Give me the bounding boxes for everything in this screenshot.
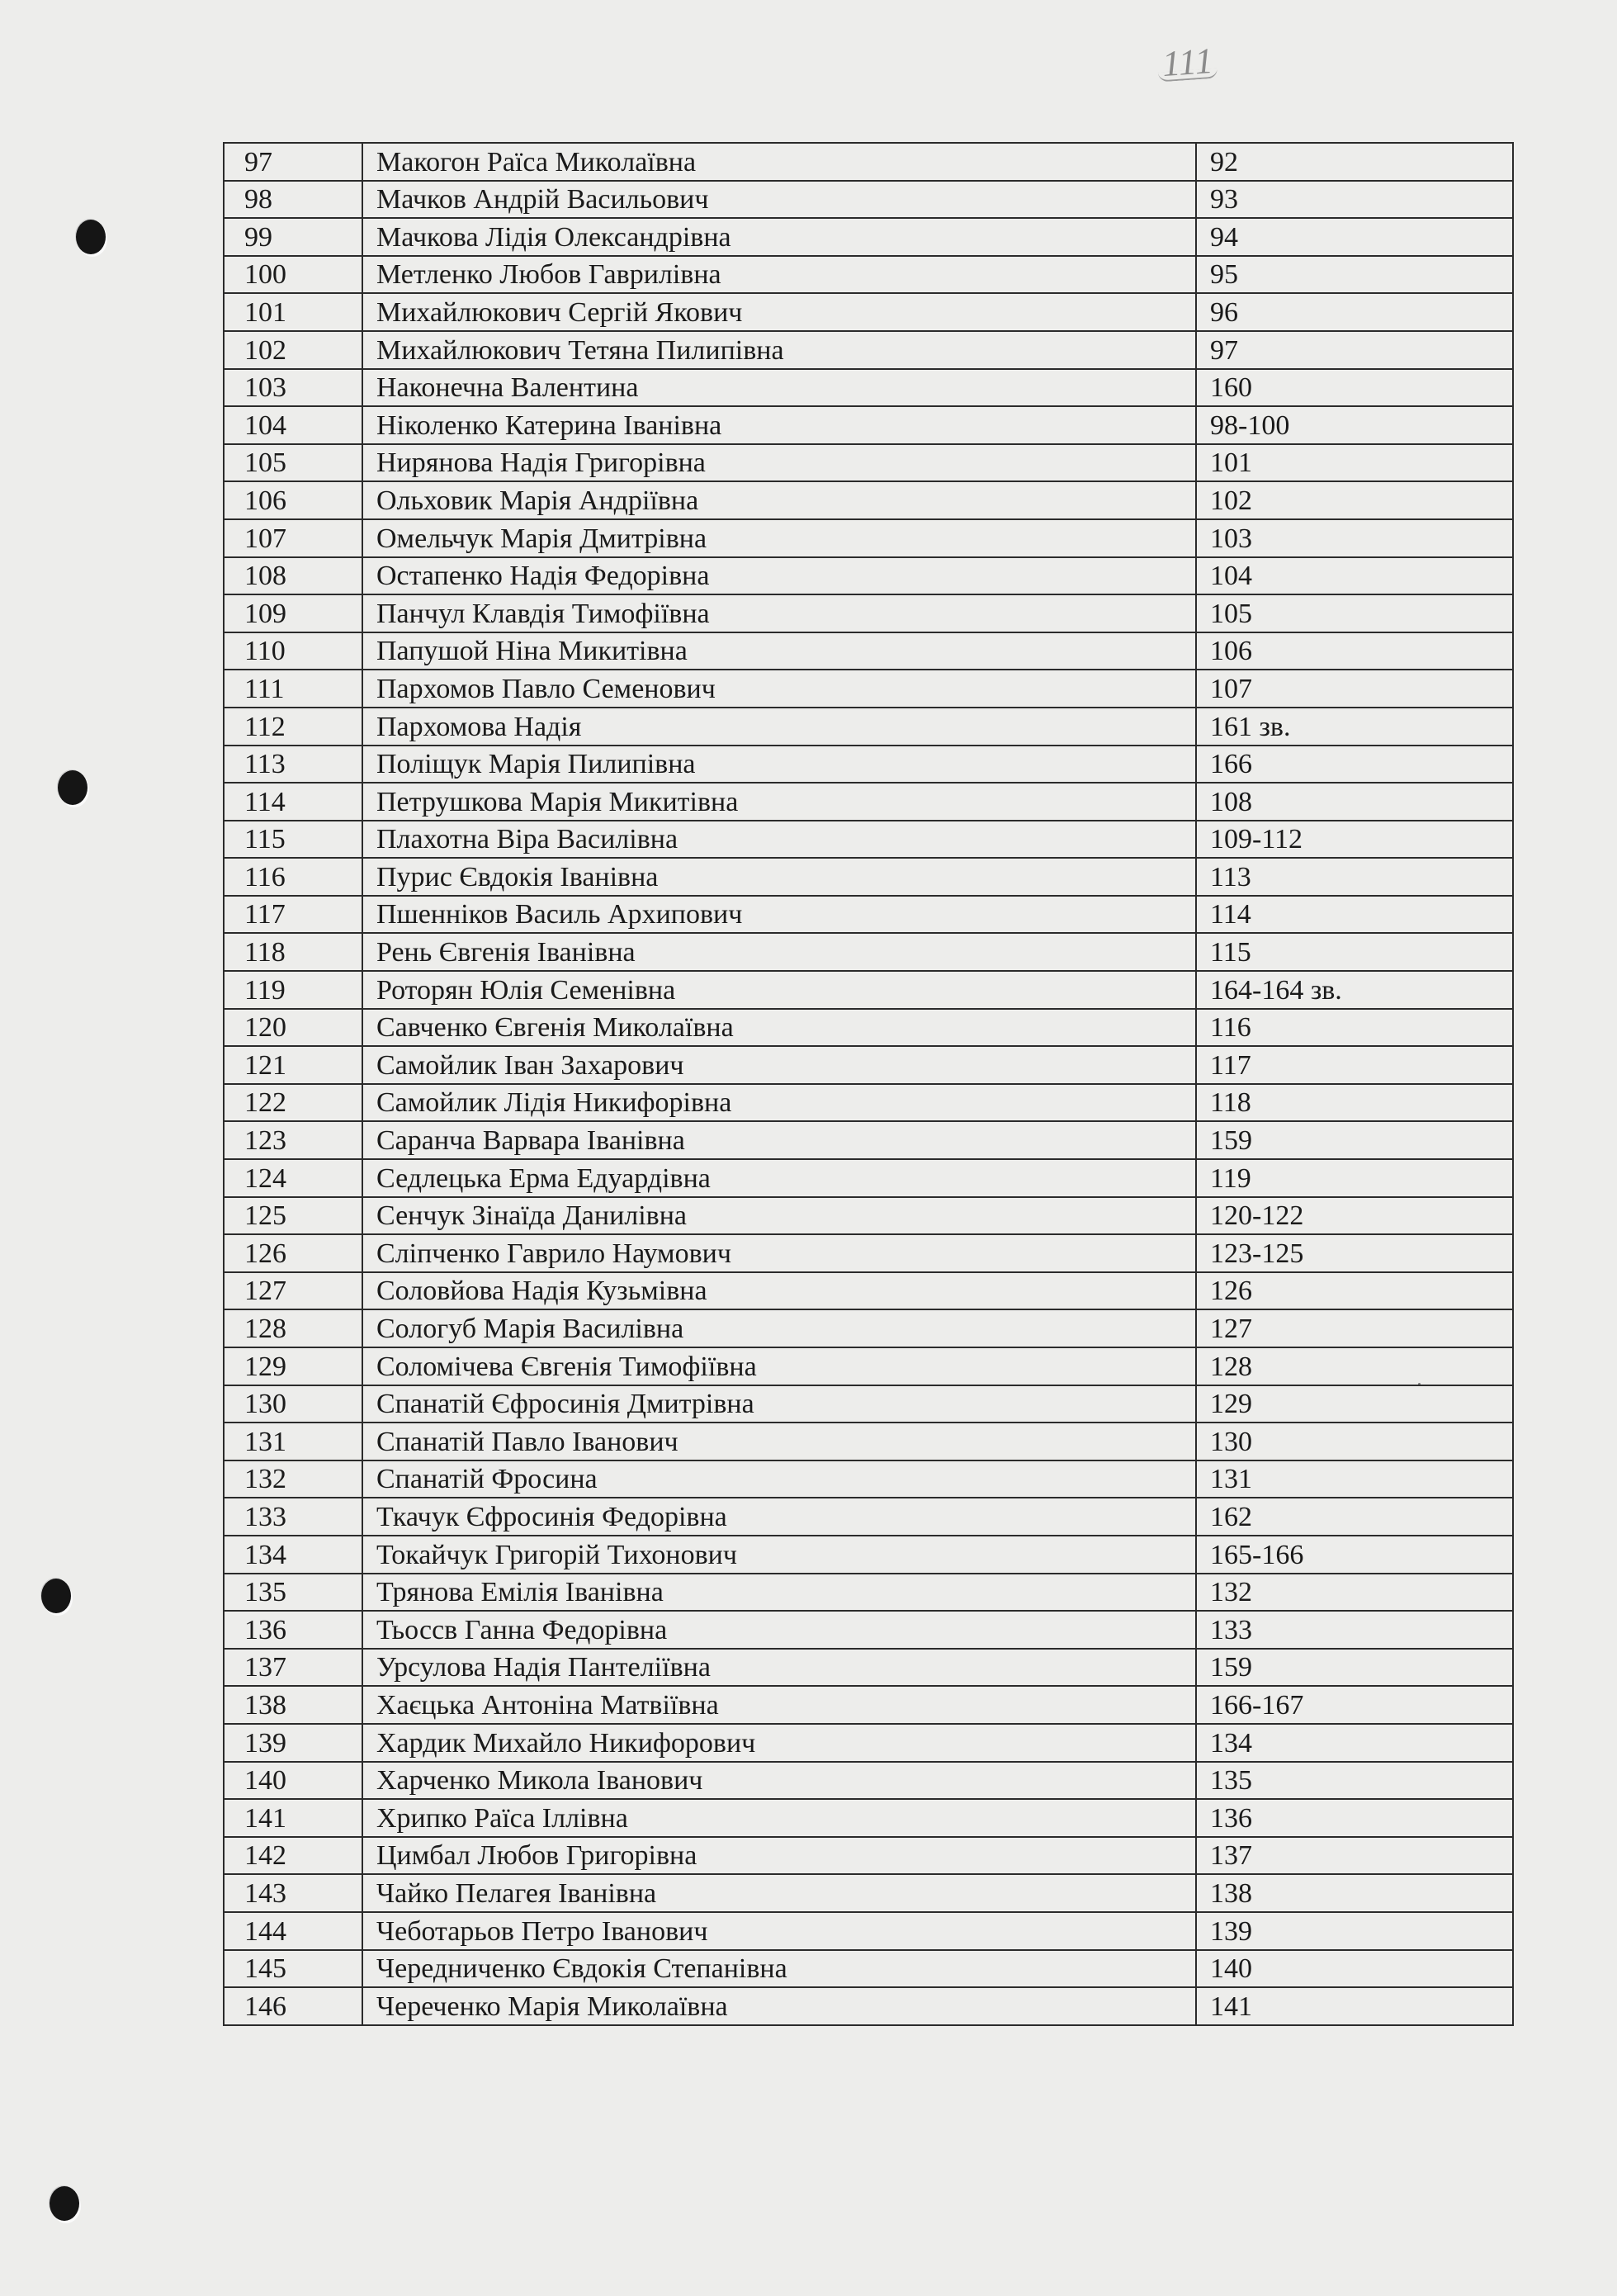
sheet-numbers-cell: 117 — [1196, 1046, 1513, 1084]
person-name-cell: Череченко Марія Миколаївна — [362, 1987, 1196, 2025]
person-name-cell: Чайко Пелагея Іванівна — [362, 1874, 1196, 1912]
table-row — [224, 1912, 1513, 1950]
person-name-cell: Хардик Михайло Никифорович — [362, 1724, 1196, 1762]
row-number-cell: 144 — [224, 1912, 362, 1950]
punch-hole-1 — [76, 220, 106, 254]
row-number-cell: 127 — [224, 1272, 362, 1310]
table-row — [224, 481, 1513, 519]
row-number-cell: 122 — [224, 1084, 362, 1122]
row-number-cell: 138 — [224, 1686, 362, 1724]
table-row — [224, 1686, 1513, 1724]
person-name-cell: Сологуб Марія Василівна — [362, 1309, 1196, 1347]
person-name-cell: Мачков Андрій Васильович — [362, 181, 1196, 219]
sheet-numbers-cell: 136 — [1196, 1799, 1513, 1837]
row-number-cell: 132 — [224, 1460, 362, 1498]
table-row — [224, 1347, 1513, 1385]
table-row — [224, 331, 1513, 369]
table-row — [224, 444, 1513, 482]
person-name-cell: Савченко Євгенія Миколаївна — [362, 1009, 1196, 1047]
row-number-cell: 117 — [224, 896, 362, 934]
table-row — [224, 896, 1513, 934]
sheet-numbers-cell: 130 — [1196, 1423, 1513, 1460]
table-row — [224, 1272, 1513, 1310]
sheet-numbers-cell: 162 — [1196, 1498, 1513, 1536]
table-row — [224, 1121, 1513, 1159]
table-row — [224, 1950, 1513, 1988]
table-row — [224, 1837, 1513, 1875]
person-name-cell: Самойлик Лідія Никифорівна — [362, 1084, 1196, 1122]
sheet-numbers-cell: 132 — [1196, 1574, 1513, 1612]
punch-hole-2 — [58, 770, 87, 805]
person-name-cell: Ткачук Єфросинія Федорівна — [362, 1498, 1196, 1536]
sheet-numbers-cell: 94 — [1196, 218, 1513, 256]
table-row — [224, 143, 1513, 181]
person-name-cell: Спанатій Фросина — [362, 1460, 1196, 1498]
row-number-cell: 116 — [224, 858, 362, 896]
table-row — [224, 218, 1513, 256]
person-name-cell: Урсулова Надія Пантеліївна — [362, 1649, 1196, 1687]
person-name-cell: Панчул Клавдія Тимофіївна — [362, 594, 1196, 632]
sheet-numbers-cell: 106 — [1196, 632, 1513, 670]
person-name-cell: Наконечна Валентина — [362, 369, 1196, 407]
row-number-cell: 145 — [224, 1950, 362, 1988]
row-number-cell: 109 — [224, 594, 362, 632]
sheet-numbers-cell: 93 — [1196, 181, 1513, 219]
row-number-cell: 102 — [224, 331, 362, 369]
sheet-numbers-cell: 161 зв. — [1196, 708, 1513, 746]
table-row — [224, 1159, 1513, 1197]
person-name-cell: Самойлик Іван Захарович — [362, 1046, 1196, 1084]
row-number-cell: 136 — [224, 1611, 362, 1649]
row-number-cell: 106 — [224, 481, 362, 519]
person-name-cell: Роторян Юлія Семенівна — [362, 971, 1196, 1009]
row-number-cell: 129 — [224, 1347, 362, 1385]
table-row — [224, 181, 1513, 219]
table-row — [224, 1987, 1513, 2025]
person-name-cell: Рень Євгенія Іванівна — [362, 933, 1196, 971]
person-name-cell: Трянова Емілія Іванівна — [362, 1574, 1196, 1612]
person-name-cell: Цимбал Любов Григорівна — [362, 1837, 1196, 1875]
row-number-cell: 97 — [224, 143, 362, 181]
row-number-cell: 140 — [224, 1762, 362, 1800]
table-row — [224, 1611, 1513, 1649]
sheet-numbers-cell: 135 — [1196, 1762, 1513, 1800]
sheet-numbers-cell: 115 — [1196, 933, 1513, 971]
sheet-numbers-cell: 95 — [1196, 256, 1513, 294]
person-name-cell: Седлецька Ерма Едуардівна — [362, 1159, 1196, 1197]
table-row — [224, 1309, 1513, 1347]
row-number-cell: 103 — [224, 369, 362, 407]
sheet-numbers-cell: 103 — [1196, 519, 1513, 557]
sheet-numbers-cell: 165-166 — [1196, 1536, 1513, 1574]
row-number-cell: 105 — [224, 444, 362, 482]
sheet-numbers-cell: 126 — [1196, 1272, 1513, 1310]
table-row — [224, 670, 1513, 708]
person-name-cell: Метленко Любов Гаврилівна — [362, 256, 1196, 294]
table-row — [224, 821, 1513, 859]
sheet-numbers-cell: 141 — [1196, 1987, 1513, 2025]
row-number-cell: 141 — [224, 1799, 362, 1837]
person-name-cell: Ніколенко Катерина Іванівна — [362, 406, 1196, 444]
row-number-cell: 110 — [224, 632, 362, 670]
person-name-cell: Пархомов Павло Семенович — [362, 670, 1196, 708]
row-number-cell: 101 — [224, 293, 362, 331]
person-name-cell: Чередниченко Євдокія Степанівна — [362, 1950, 1196, 1988]
table-row — [224, 971, 1513, 1009]
row-number-cell: 123 — [224, 1121, 362, 1159]
row-number-cell: 108 — [224, 557, 362, 595]
sheet-numbers-cell: 92 — [1196, 143, 1513, 181]
sheet-numbers-cell: 97 — [1196, 331, 1513, 369]
table-row — [224, 746, 1513, 783]
row-number-cell: 121 — [224, 1046, 362, 1084]
sheet-numbers-cell: 166 — [1196, 746, 1513, 783]
person-name-cell: Токайчук Григорій Тихонович — [362, 1536, 1196, 1574]
sheet-numbers-cell: 119 — [1196, 1159, 1513, 1197]
records-table-body — [224, 143, 1513, 2025]
row-number-cell: 139 — [224, 1724, 362, 1762]
person-name-cell: Омельчук Марія Дмитрівна — [362, 519, 1196, 557]
row-number-cell: 118 — [224, 933, 362, 971]
sheet-numbers-cell: 96 — [1196, 293, 1513, 331]
table-row — [224, 256, 1513, 294]
records-table — [223, 142, 1514, 2026]
sheet-numbers-cell: 104 — [1196, 557, 1513, 595]
person-name-cell: Плахотна Віра Василівна — [362, 821, 1196, 859]
sheet-numbers-cell: 109-112 — [1196, 821, 1513, 859]
sheet-numbers-cell: 133 — [1196, 1611, 1513, 1649]
table-row — [224, 783, 1513, 821]
person-name-cell: Хаєцька Антоніна Матвіївна — [362, 1686, 1196, 1724]
table-row — [224, 1536, 1513, 1574]
sheet-numbers-cell: 137 — [1196, 1837, 1513, 1875]
person-name-cell: Михайлюкович Тетяна Пилипівна — [362, 331, 1196, 369]
person-name-cell: Нирянова Надія Григорівна — [362, 444, 1196, 482]
table-row — [224, 369, 1513, 407]
person-name-cell: Мачкова Лідія Олександрівна — [362, 218, 1196, 256]
sheet-numbers-cell: 129 — [1196, 1385, 1513, 1423]
table-row — [224, 1385, 1513, 1423]
row-number-cell: 131 — [224, 1423, 362, 1460]
row-number-cell: 113 — [224, 746, 362, 783]
sheet-numbers-cell: 140 — [1196, 1950, 1513, 1988]
person-name-cell: Пархомова Надія — [362, 708, 1196, 746]
person-name-cell: Остапенко Надія Федорівна — [362, 557, 1196, 595]
row-number-cell: 100 — [224, 256, 362, 294]
sheet-numbers-cell: 159 — [1196, 1121, 1513, 1159]
person-name-cell: Соломічева Євгенія Тимофіївна — [362, 1347, 1196, 1385]
person-name-cell: Хрипко Раїса Іллівна — [362, 1799, 1196, 1837]
row-number-cell: 98 — [224, 181, 362, 219]
person-name-cell: Макогон Раїса Миколаївна — [362, 143, 1196, 181]
person-name-cell: Спанатій Єфросинія Дмитрівна — [362, 1385, 1196, 1423]
folio-number: 111 — [1161, 40, 1216, 85]
table-row — [224, 557, 1513, 595]
sheet-numbers-cell: 127 — [1196, 1309, 1513, 1347]
row-number-cell: 104 — [224, 406, 362, 444]
table-row — [224, 1009, 1513, 1047]
person-name-cell: Поліщук Марія Пилипівна — [362, 746, 1196, 783]
row-number-cell: 124 — [224, 1159, 362, 1197]
row-number-cell: 135 — [224, 1574, 362, 1612]
table-row — [224, 933, 1513, 971]
person-name-cell: Пшенніков Василь Архипович — [362, 896, 1196, 934]
table-row — [224, 1234, 1513, 1272]
person-name-cell: Тьоссв Ганна Федорівна — [362, 1611, 1196, 1649]
sheet-numbers-cell: 113 — [1196, 858, 1513, 896]
sheet-numbers-cell: 107 — [1196, 670, 1513, 708]
table-row — [224, 594, 1513, 632]
table-row — [224, 1498, 1513, 1536]
sheet-numbers-cell: 123-125 — [1196, 1234, 1513, 1272]
sheet-numbers-cell: 128 — [1196, 1347, 1513, 1385]
table-row — [224, 1460, 1513, 1498]
person-name-cell: Харченко Микола Іванович — [362, 1762, 1196, 1800]
row-number-cell: 115 — [224, 821, 362, 859]
table-row — [224, 1874, 1513, 1912]
person-name-cell: Спанатій Павло Іванович — [362, 1423, 1196, 1460]
sheet-numbers-cell: 118 — [1196, 1084, 1513, 1122]
row-number-cell: 120 — [224, 1009, 362, 1047]
table-row — [224, 293, 1513, 331]
table-row — [224, 1724, 1513, 1762]
row-number-cell: 112 — [224, 708, 362, 746]
row-number-cell: 107 — [224, 519, 362, 557]
table-row — [224, 1084, 1513, 1122]
row-number-cell: 143 — [224, 1874, 362, 1912]
row-number-cell: 126 — [224, 1234, 362, 1272]
person-name-cell: Петрушкова Марія Микитівна — [362, 783, 1196, 821]
row-number-cell: 134 — [224, 1536, 362, 1574]
row-number-cell: 130 — [224, 1385, 362, 1423]
table-row — [224, 1649, 1513, 1687]
punch-hole-3 — [41, 1579, 71, 1613]
row-number-cell: 99 — [224, 218, 362, 256]
table-row — [224, 1197, 1513, 1235]
row-number-cell: 114 — [224, 783, 362, 821]
sheet-numbers-cell: 114 — [1196, 896, 1513, 934]
row-number-cell: 142 — [224, 1837, 362, 1875]
table-row — [224, 1574, 1513, 1612]
person-name-cell: Михайлюкович Сергій Якович — [362, 293, 1196, 331]
table-row — [224, 708, 1513, 746]
row-number-cell: 128 — [224, 1309, 362, 1347]
row-number-cell: 146 — [224, 1987, 362, 2025]
table-row — [224, 406, 1513, 444]
sheet-numbers-cell: 139 — [1196, 1912, 1513, 1950]
table-row — [224, 858, 1513, 896]
row-number-cell: 133 — [224, 1498, 362, 1536]
sheet-numbers-cell: 138 — [1196, 1874, 1513, 1912]
person-name-cell: Ольховик Марія Андріївна — [362, 481, 1196, 519]
sheet-numbers-cell: 166-167 — [1196, 1686, 1513, 1724]
person-name-cell: Сліпченко Гаврило Наумович — [362, 1234, 1196, 1272]
person-name-cell: Соловйова Надія Кузьмівна — [362, 1272, 1196, 1310]
sheet-numbers-cell: 134 — [1196, 1724, 1513, 1762]
sheet-numbers-cell: 131 — [1196, 1460, 1513, 1498]
row-number-cell: 137 — [224, 1649, 362, 1687]
person-name-cell: Сенчук Зінаїда Данилівна — [362, 1197, 1196, 1235]
person-name-cell: Папушой Ніна Микитівна — [362, 632, 1196, 670]
sheet-numbers-cell: 101 — [1196, 444, 1513, 482]
table-row — [224, 632, 1513, 670]
row-number-cell: 125 — [224, 1197, 362, 1235]
person-name-cell: Чеботарьов Петро Іванович — [362, 1912, 1196, 1950]
row-number-cell: 111 — [224, 670, 362, 708]
sheet-numbers-cell: 98-100 — [1196, 406, 1513, 444]
person-name-cell: Саранча Варвара Іванівна — [362, 1121, 1196, 1159]
table-row — [224, 1799, 1513, 1837]
person-name-cell: Пурис Євдокія Іванівна — [362, 858, 1196, 896]
sheet-numbers-cell: 108 — [1196, 783, 1513, 821]
table-row — [224, 519, 1513, 557]
sheet-numbers-cell: 105 — [1196, 594, 1513, 632]
sheet-numbers-cell: 116 — [1196, 1009, 1513, 1047]
sheet-numbers-cell: 164-164 зв. — [1196, 971, 1513, 1009]
sheet-numbers-cell: 102 — [1196, 481, 1513, 519]
table-row — [224, 1046, 1513, 1084]
table-row — [224, 1762, 1513, 1800]
sheet-numbers-cell: 160 — [1196, 369, 1513, 407]
sheet-numbers-cell: 120-122 — [1196, 1197, 1513, 1235]
row-number-cell: 119 — [224, 971, 362, 1009]
sheet-numbers-cell: 159 — [1196, 1649, 1513, 1687]
table-row — [224, 1423, 1513, 1460]
punch-hole-4 — [50, 2186, 79, 2221]
